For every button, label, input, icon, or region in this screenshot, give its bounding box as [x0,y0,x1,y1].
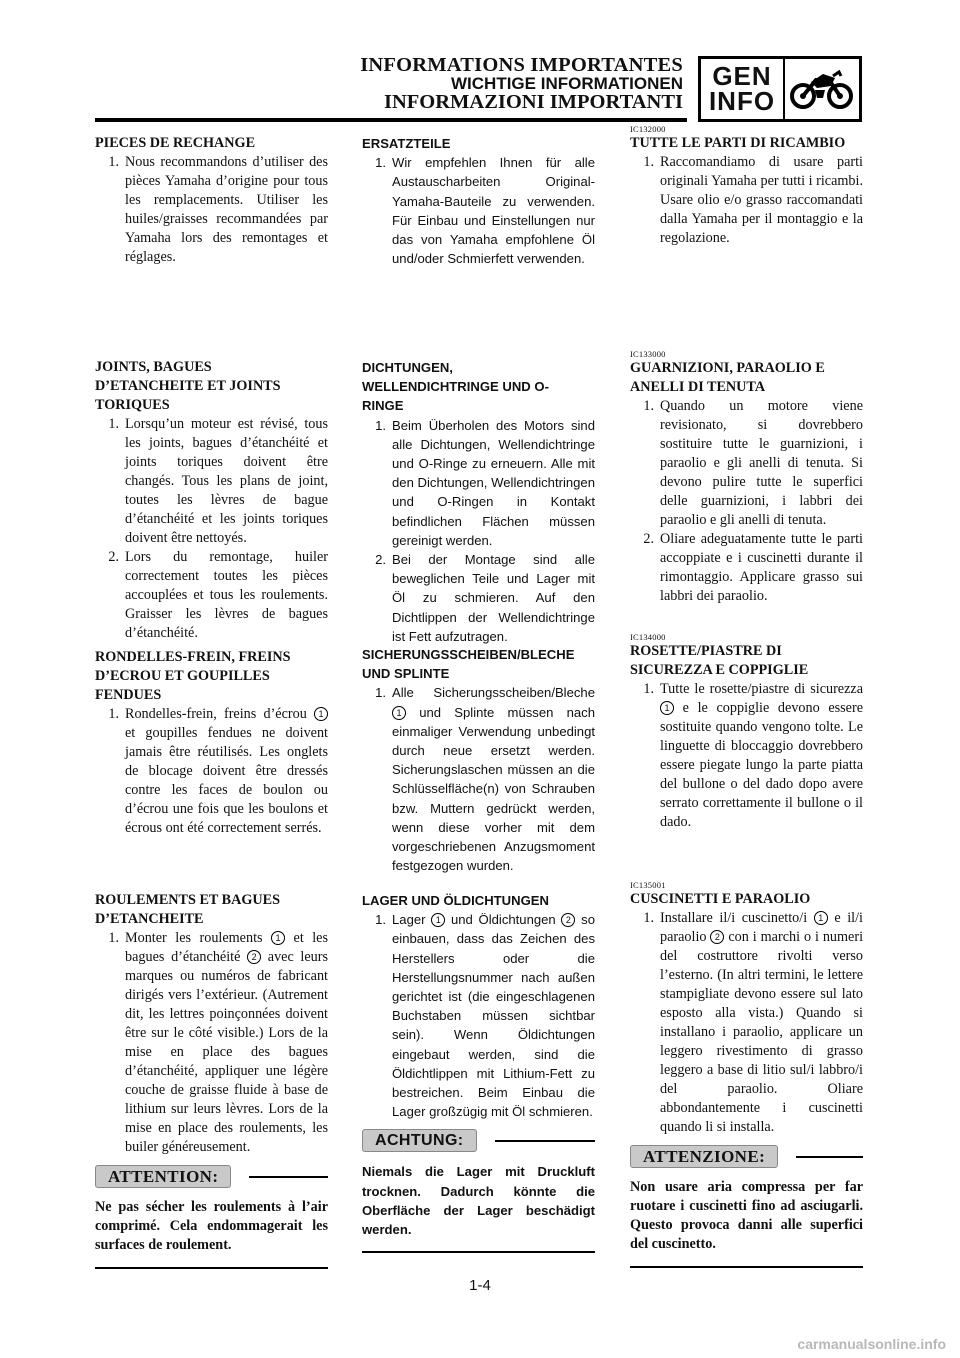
item-number: 2. [108,549,119,565]
caution-rule [796,1156,863,1158]
item-text: Wir empfehlen Ihnen für alle Austauscharbeiten Original-Yamaha-Bauteile zu verwenden. Für Einbau und Einstellungen nur das von Yamaha empfohlene Öl und/oder Schmierfett verwenden. [392,155,595,267]
section-title: D’ETANCHEITE [95,911,204,927]
list-item [362,683,595,875]
section-title: PIECES DE RECHANGE [95,135,256,151]
list-item [630,153,863,248]
text-part: Alle Sicherungsscheiben/Bleche [392,685,595,701]
section-code: IC133000 [630,349,666,359]
text-part: so einbauen, dass das Zeichen des Herstellers oder die Herstellungsnummer nach außen gerichtet ist (die eingeschlagenen Buchstaben müssen sichtbar sein). Wenn Öldichtungen eingebaut werden, sind die Öldichtlippen mit Lithium-Fett zu bestreichen. Beim Einbau die Lager großzügig mit Öl schmieren. [392,912,596,1120]
item-number: 1. [108,930,119,946]
caution-label: ATTENZIONE: [630,1145,778,1168]
text-part: und Öldichtungen [450,912,556,928]
caution-rule [249,1176,328,1178]
list-item [362,550,595,646]
caution-end-rule [95,1267,328,1269]
ref-marker-1: 1 [271,931,285,945]
list-item [95,929,328,1157]
caution-box [95,1165,328,1188]
motorcycle-icon [785,59,859,119]
item-number: 1. [643,681,654,697]
fr-section-bearings [95,891,328,1269]
section-title: ANELLI DI TENUTA [630,379,766,395]
item-number: 1. [375,685,386,701]
list-item [95,415,328,548]
item-text: Lorsqu’un moteur est révisé, tous les joints, bagues d’étanchéité et joints toriques doivent être changés. Tous les plans de joint, toutes les lèvres de bague d’étanchéité et les joints toriques doivent être nettoyés. [125,416,328,546]
badge-line-2: INFO [708,86,776,116]
column-fr [95,134,328,267]
it-section-bearings [630,880,863,1268]
text-part: und Splinte müssen nach einmaliger Verwendung unbedingt durch neue ersetzt werden. Sicherungslaschen müssen an die Schlüsselfläche(n) von Schrauben bzw. Muttern gedrückt werden, wenn diese vorher mit dem vorgeschriebenen Anzugsmoment festgezogen wurden. [392,704,595,874]
it-section-spare-parts [630,124,863,248]
badge-line-1: GEN [712,61,772,91]
ref-marker-1: 1 [431,913,445,927]
text-part: Rondelles-frein, freins d’écrou [125,706,307,722]
item-number: 1. [375,417,386,433]
text-part: Installare il/i cuscinetto/i [660,910,808,926]
item-text [125,705,328,838]
caution-rule [495,1140,595,1142]
header-title-fr: INFORMATIONS IMPORTANTES [360,54,683,76]
it-section-gaskets [630,349,863,606]
item-number: 1. [108,706,119,722]
gen-info-badge [698,56,862,122]
de-section-bearings [362,891,595,1253]
section-title: D’ETANCHEITE ET JOINTS [95,378,281,394]
item-text [392,683,595,875]
section-title: DICHTUNGEN, [362,360,453,375]
section-title: FENDUES [95,687,162,703]
caution-end-rule [362,1251,595,1253]
text-part: e il/i paraolio [660,910,863,945]
item-number: 1. [108,416,119,432]
section-title: GUARNIZIONI, PARAOLIO E [630,360,825,376]
caution-end-rule [630,1266,863,1268]
section-title: TUTTE LE PARTI DI RICAMBIO [630,135,846,151]
it-section-lock-washers [630,632,863,832]
header-title-de: WICHTIGE INFORMATIONEN [451,74,683,93]
caution-label: ATTENTION: [95,1165,231,1188]
footer-watermark[interactable]: carmanualsonline.info [797,1336,946,1352]
fr-section-gaskets [95,358,328,643]
section-title: WELLENDICHTRINGE UND O- [362,379,549,395]
list-item [362,416,595,550]
text-part: et goupilles fendues ne doivent jamais être réutilisés. Les onglets de blocage doivent être dressés contre les faces de boulon ou d’écrou une fois que les boulons et écrous ont été correctement serrés. [125,725,328,836]
caution-text: Ne pas sécher les roulements à l’air comprimé. Cela endommagerait les surfaces de roulement. [95,1199,328,1253]
item-text [125,929,328,1157]
text-part: con i marchi o i numeri del costruttore rivolti verso l’esterno. (In altri termini, le lettere stampigliate devono essere sul lato esposto alla vista.) Quando si installano i paraolio, applicare un leggero rivestimento di grasso leggero a base di litio sul/i labbro/i del paraolio. Oliare abbondantemente i cuscinetti quando li si installa. [660,929,864,1135]
list-item [95,153,328,267]
header-rule [95,118,687,122]
item-number: 2. [643,531,654,547]
list-item [630,530,863,606]
list-item [95,548,328,643]
caution-text: Non usare aria compressa per far ruotare i cuscinetti fino ad asciugarli. Questo provoca danni alle superfici del cuscinetto. [630,1179,863,1252]
section-title: RINGE [362,398,404,414]
ref-marker-2: 2 [247,950,261,964]
ref-marker-2: 2 [561,913,575,927]
item-number: 1. [375,155,386,171]
section-title: ROULEMENTS ET BAGUES [95,892,281,908]
item-text: Oliare adeguatamente tutte le parti accoppiate e i cuscinetti durante il rimontaggio. Applicare grasso sui labbri dei paraolio. [660,531,863,604]
section-title: ROSETTE/PIASTRE DI [630,643,782,659]
item-text: Beim Überholen des Motors sind alle Dichtungen, Wellendichtringe und O-Ringe zu erneuern. Alle mit den Dichtungen, Wellendichtringen und O-Ringen in Kontakt befindlichen Flächen müssen gereinigt werden. [392,417,595,548]
section-title: CUSCINETTI E PARAOLIO [630,891,811,907]
item-number: 1. [375,912,386,928]
item-text: Quando un motore viene revisionato, si dovrebbero sostituire tutte le guarnizioni, i paraolio e gli anelli di tenuta. Si devono pulire tutte le superfici delle guarnizioni, i labbri dei paraolio e gli anelli di tenuta. [660,398,863,528]
item-text [660,680,863,832]
list-item [362,910,595,1121]
text-part: Monter les roulements [125,930,263,946]
item-number: 1. [108,154,119,170]
gen-info-label [701,59,785,119]
ref-marker-1: 1 [314,707,328,721]
item-number: 2. [375,552,386,568]
section-title: JOINTS, BAGUES [95,359,212,375]
header-title-it: INFORMAZIONI IMPORTANTI [383,91,683,113]
section-title: SICUREZZA E COPPIGLIE [630,662,809,678]
item-number: 1. [643,398,654,414]
item-text [660,909,863,1137]
fr-section-lock-washers [95,648,328,838]
de-section-lock-washers [362,645,595,875]
caution-label: ACHTUNG: [362,1129,477,1152]
item-number: 1. [643,910,654,926]
item-number: 1. [643,154,654,170]
page-number: 1-4 [469,1277,491,1294]
section-title: D’ECROU ET GOUPILLES [95,668,270,684]
section-code: IC134000 [630,632,666,642]
section-title: TORIQUES [95,397,170,413]
text-part: et les bagues d’étanchéité [125,930,328,965]
text-part: Tutte le rosette/piastre di sicurezza [660,681,863,697]
text-part: e le coppiglie devono essere sostituite quando vengono tolte. Le linguette di bloccaggio dovrebbero essere piegate lungo la parte piatta del bullone o del dado dopo avere serrato correttamente il bullone o il dado. [660,700,863,830]
caution-box [362,1129,595,1152]
list-item [362,153,595,268]
caution-box [630,1145,863,1168]
fr-section-spare-parts [95,134,328,267]
section-title: LAGER UND ÖLDICHTUNGEN [362,893,549,908]
section-code: IC135001 [630,880,666,890]
section-title: UND SPLINTE [362,666,450,682]
text-part: Lager [392,912,426,928]
ref-marker-2: 2 [710,930,724,944]
text-part: avec leurs marques ou numéros de fabricant dirigés vers l’extérieur. (Autrement dit, les lettres poinçonnées doivent être sur le côté visible.) Lors de la mise en place des bagues d’étanchéité, appliquer une légère couche de graisse fluide à base de lithium sur leurs lèvres. Lors de la mise en place des roulements, les builer généreusement. [125,949,329,1155]
ref-marker-1: 1 [660,701,674,715]
list-item [630,680,863,832]
section-title: RONDELLES-FREIN, FREINS [95,649,291,665]
item-text: Bei der Montage sind alle beweglichen Teile und Lager mit Öl zu schmieren. Auf den Dichtlippen der Wellendichtringe ist Fett aufzutragen. [392,552,595,644]
de-section-spare-parts [362,134,595,268]
item-text: Lors du remontage, huiler correctement toutes les pièces accouplées et tous les roulements. Graisser les lèvres de bagues d’étanchéité. [125,549,328,641]
item-text: Nous recommandons d’utiliser des pièces Yamaha d’origine pour tous les remplacements. Utiliser les huiles/graisses recommandées par Yamaha lors des remontages et réglages. [125,154,328,265]
section-title: ERSATZTEILE [362,136,451,151]
section-title: SICHERUNGSSCHEIBEN/BLECHE [362,647,575,662]
list-item [630,397,863,530]
list-item [95,705,328,838]
ref-marker-1: 1 [392,706,406,720]
ref-marker-1: 1 [814,911,828,925]
item-text: Raccomandiamo di usare parti originali Yamaha per tutti i ricambi. Usare olio e/o grasso raccomandati dalla Yamaha per il montaggio e la regolazione. [660,154,863,246]
list-item [630,909,863,1137]
caution-text: Niemals die Lager mit Druckluft trocknen. Dadurch könnte die Oberfläche der Lager beschädigt werden. [362,1164,595,1238]
de-section-gaskets [362,358,595,646]
section-code: IC132000 [630,124,666,134]
item-text [392,910,595,1121]
